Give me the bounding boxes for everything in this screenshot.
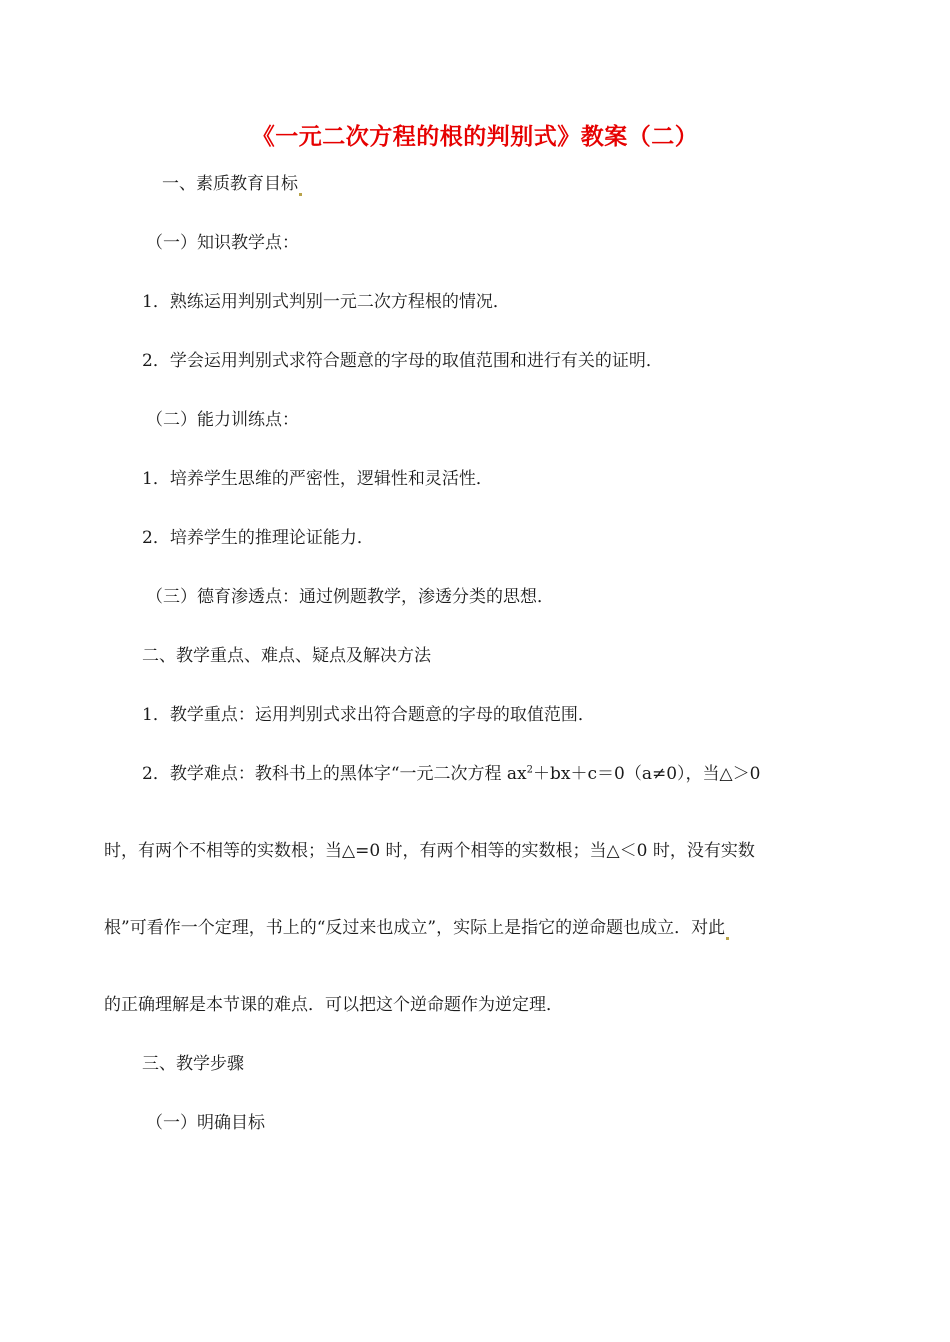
section-heading-goals xyxy=(162,172,302,196)
text: 一、素质教育目标 xyxy=(162,174,298,194)
section-heading-key-points: 二、教学重点、难点、疑点及解决方法 xyxy=(142,646,431,666)
list-item: 1．熟练运用判别式判别一元二次方程根的情况． xyxy=(142,292,510,312)
document-title: 《一元二次方程的根的判别式》教案（二） xyxy=(251,124,699,150)
difficulty-paragraph-line3 xyxy=(104,916,729,940)
superscript: 2 xyxy=(526,764,534,776)
list-item: 2．学会运用判别式求符合题意的字母的取值范围和进行有关的证明． xyxy=(142,351,663,371)
list-item: 1．培养学生思维的严密性，逻辑性和灵活性． xyxy=(142,469,493,489)
list-item: 1．教学重点：运用判别式求出符合题意的字母的取值范围． xyxy=(142,705,595,725)
subheading-clear-goal: （一）明确目标 xyxy=(146,1113,265,1133)
section-heading-steps: 三、教学步骤 xyxy=(142,1054,244,1074)
subheading-moral: （三）德育渗透点：通过例题教学，渗透分类的思想． xyxy=(146,587,554,607)
mark-dot xyxy=(299,193,302,196)
text: 根”可看作一个定理，书上的“反过来也成立”，实际上是指它的逆命题也成立．对此 xyxy=(104,918,726,938)
difficulty-paragraph-line2: 时，有两个不相等的实数根；当△=0 时，有两个相等的实数根；当△＜0 时，没有实数 xyxy=(104,841,755,861)
text: ＋bx＋c＝0（a≠0），当△＞0 xyxy=(533,764,761,784)
mark-dot xyxy=(726,937,729,940)
list-item: 2．培养学生的推理论证能力． xyxy=(142,528,374,548)
difficulty-paragraph-line1 xyxy=(142,762,760,786)
text: （二）能力训练点： xyxy=(146,410,299,430)
text: 2．教学难点：教科书上的黑体字“一元二次方程 ax xyxy=(142,764,527,784)
difficulty-paragraph-line4: 的正确理解是本节课的难点．可以把这个逆命题作为逆定理． xyxy=(104,995,563,1015)
subheading-knowledge: （一）知识教学点： xyxy=(146,233,299,253)
subheading-ability xyxy=(146,408,299,432)
